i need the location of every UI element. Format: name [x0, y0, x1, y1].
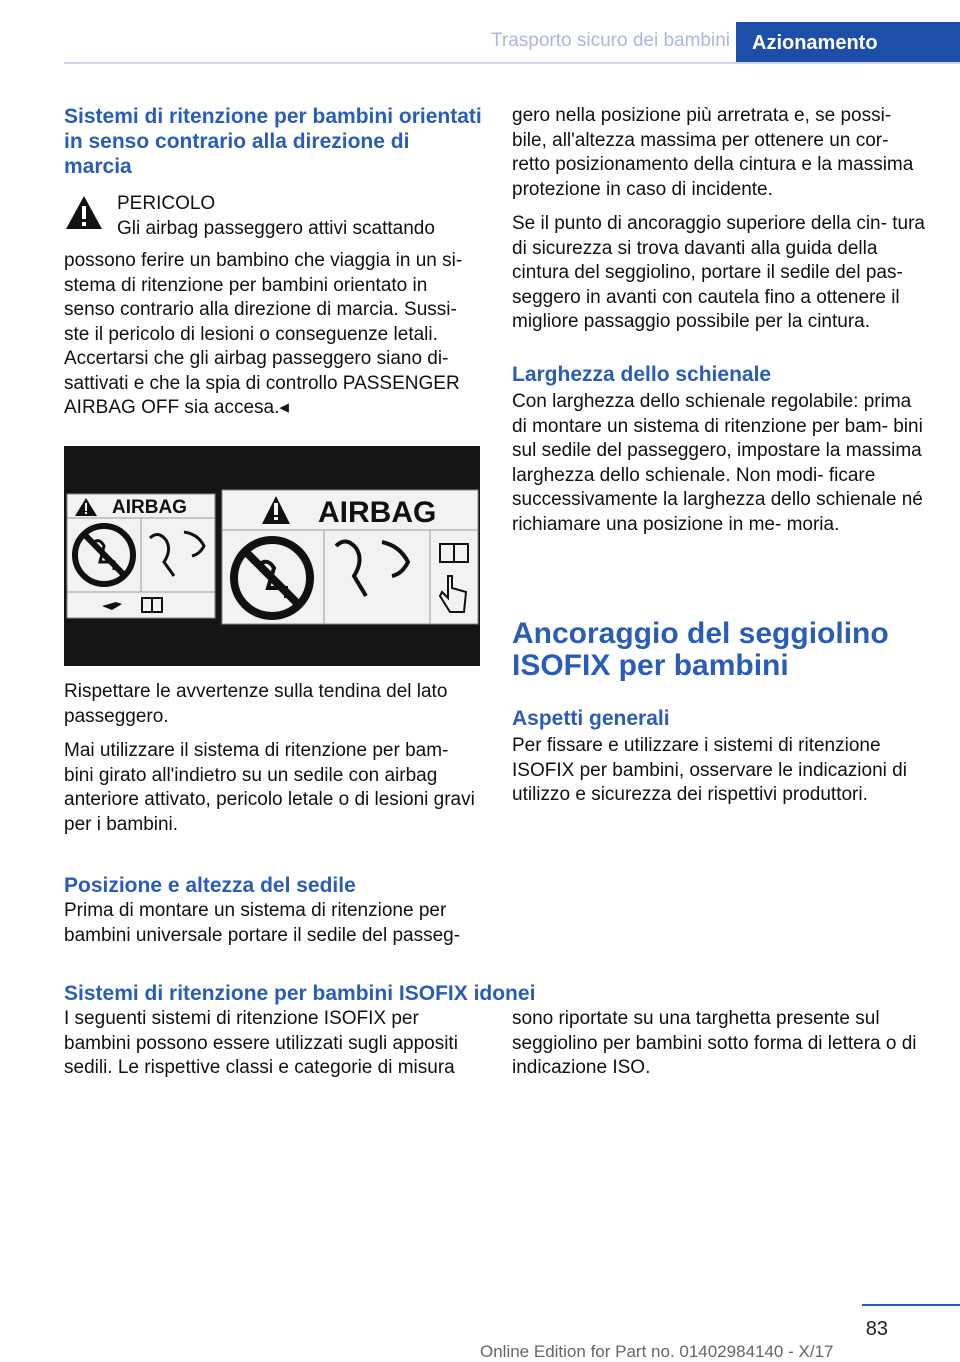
heading-seat-position: Posizione e altezza del sedile — [64, 874, 356, 897]
paragraph-backrest-width: Con larghezza dello schienale regolabile: prima di montare un sistema di ritenzione per bam- bini sul sedile del passeggero, impostare la massima larghezza dello schienale. Non modi- ficare successivamente la larghezza dello schienale né richiamare una posizione in me- moria. — [512, 391, 923, 535]
bottom-heading-wrap — [64, 981, 944, 1006]
warning-text: possono ferire un bambino che viaggia in un si- stema di ritenzione per bambini orientato in senso contrario alla direzione di marcia. Sussi- ste il pericolo di lesioni o conseguenze letali. Accertarsi che gli airbag passeggero siano di- sattivati e che la spia di controllo PASSENGER AIRBAG OFF sia accesa.◂ — [64, 250, 463, 418]
left-column-top — [64, 104, 482, 179]
warning-first-line: Gli airbag passeggero attivi scattando — [117, 217, 435, 239]
paragraph-seat-rear: gero nella posizione più arretrata e, se possi- bile, all'altezza massima per ottenere un cor- retto posizionamento della cintura e la massima protezione in caso di incidente. — [512, 105, 914, 200]
paragraph-anchor-point: Se il punto di ancoraggio superiore della cin- tura di sicurezza si trova davanti alla guida della cintura del seggiolino, portare il sedile del pas- seggero in avanti con cautela fino a ottenere il migliore passaggio possibile per la cintura. — [512, 213, 925, 332]
paragraph-seat-position: Prima di montare un sistema di ritenzione per bambini universale portare il sedile del passeg- — [64, 900, 461, 946]
airbag-big-label-text: AIRBAG — [318, 496, 437, 529]
warning-title: PERICOLO — [117, 193, 216, 214]
left-column-seat — [64, 873, 482, 948]
warning-triangle-icon — [64, 193, 104, 233]
footer-edition: Online Edition for Part no. 01402984140 - X/17 — [480, 1342, 834, 1361]
paragraph-curtain: Rispettare le avvertenze sulla tendina del lato passeggero. — [64, 681, 448, 727]
right-column-general — [512, 706, 930, 808]
right-column-isofix — [512, 618, 930, 682]
left-column-mid — [64, 680, 482, 837]
warning-body — [64, 249, 482, 421]
paragraph-isofix-suitable-right: sono riportate su una targhetta presente sul seggiolino per bambini sotto forma di lettera o di indicazione ISO. — [512, 1008, 917, 1078]
right-column-top — [512, 104, 930, 335]
heading-isofix: Ancoraggio del seggiolino ISOFIX per bambini — [512, 617, 889, 682]
heading-rear-facing: Sistemi di ritenzione per bambini orientati in senso contrario alla direzione di marcia — [64, 105, 482, 178]
right-column-backrest — [512, 362, 930, 537]
header-rule — [64, 62, 960, 64]
paragraph-never-use: Mai utilizzare il sistema di ritenzione per bam- bini girato all'indietro su un sedile con airbag anteriore attivato, pericolo letale o di lesioni gravi per i bambini. — [64, 740, 475, 835]
airbag-label-photo — [64, 446, 480, 666]
page-number-rule — [862, 1304, 960, 1306]
warning-head — [117, 192, 482, 241]
paragraph-isofix-suitable-left: I seguenti sistemi di ritenzione ISOFIX per bambini possono essere utilizzati sugli appositi sedili. Le rispettive classi e categorie di misura — [64, 1008, 458, 1078]
heading-general-aspects: Aspetti generali — [512, 707, 670, 730]
bottom-right-column — [512, 1007, 930, 1081]
page-number: 83 — [865, 1318, 888, 1340]
airbag-warning-labels-image — [64, 446, 480, 666]
bottom-left-column — [64, 1007, 482, 1081]
running-header-tab: Azionamento — [736, 22, 960, 64]
running-header-section: Trasporto sicuro dei bambini — [490, 30, 730, 51]
heading-isofix-suitable: Sistemi di ritenzione per bambini ISOFIX idonei — [64, 982, 536, 1005]
paragraph-general-aspects: Per fissare e utilizzare i sistemi di ritenzione ISOFIX per bambini, osservare le indicazioni di utilizzo e sicurezza dei rispettivi produttori. — [512, 735, 907, 805]
airbag-small-label-text: AIRBAG — [112, 497, 187, 518]
heading-backrest-width: Larghezza dello schienale — [512, 363, 772, 386]
